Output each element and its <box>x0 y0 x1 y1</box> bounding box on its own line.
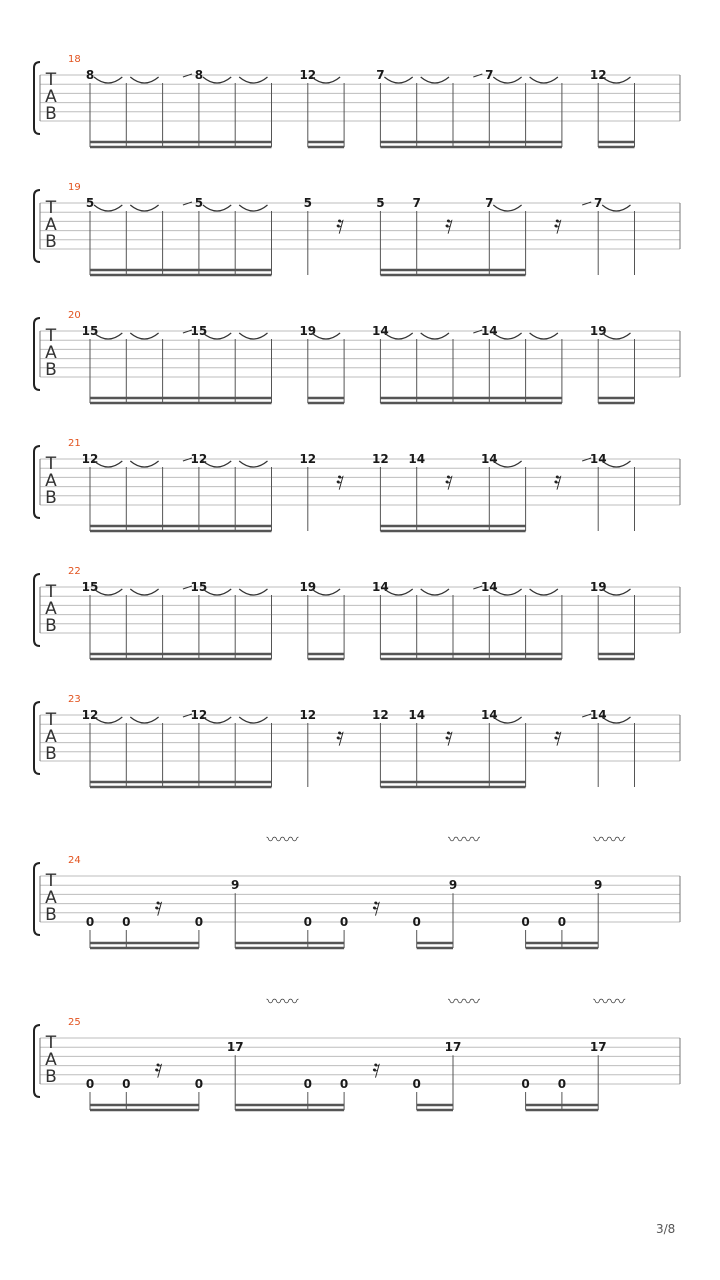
tab-clef-letter: B <box>45 1067 57 1087</box>
tie-arc <box>421 333 449 339</box>
measure-number: 23 <box>68 694 81 705</box>
vibrato-mark: 〰〰 <box>266 992 299 1011</box>
fret-number: 8 <box>194 68 204 82</box>
measure-number: 18 <box>68 54 81 65</box>
tie-arc <box>493 205 521 211</box>
fret-number: 19 <box>299 580 317 594</box>
measure-number: 21 <box>68 438 81 449</box>
tie-arc <box>530 333 558 339</box>
fret-number: 5 <box>194 196 204 210</box>
fret-number: 9 <box>594 878 603 893</box>
measure-number: 22 <box>68 566 81 577</box>
tie-arc <box>384 77 412 83</box>
rest-sixteenth: 𝄿 <box>336 466 345 496</box>
fret-number: 15 <box>81 324 99 338</box>
fret-number: 0 <box>85 1077 95 1091</box>
fret-number: 0 <box>339 1077 349 1091</box>
vibrato-mark: 〰〰 <box>593 992 626 1011</box>
tab-clef-letter: B <box>45 232 57 252</box>
measure-number: 19 <box>68 182 81 193</box>
fret-number: 17 <box>444 1040 462 1055</box>
rest-sixteenth: 𝄿 <box>154 1054 163 1085</box>
tab-clef-letter: A <box>45 1050 57 1070</box>
fret-number: 5 <box>85 196 95 210</box>
tab-clef-letter: T <box>45 710 57 730</box>
measure-number: 25 <box>68 1017 81 1028</box>
fret-number: 14 <box>480 324 498 338</box>
rest-sixteenth: 𝄿 <box>372 1054 381 1085</box>
fret-number: 12 <box>299 708 317 722</box>
tie-arc <box>203 77 231 83</box>
fret-number: 17 <box>589 1040 607 1055</box>
rest-sixteenth: 𝄿 <box>553 466 562 496</box>
tie-arc <box>421 77 449 83</box>
fret-number: 19 <box>299 324 317 338</box>
fret-number: 8 <box>85 68 95 82</box>
tie-arc <box>130 461 158 467</box>
fret-number: 7 <box>412 196 421 210</box>
tie-arc <box>421 589 449 595</box>
fret-number: 9 <box>448 878 458 893</box>
tab-clef-letter: B <box>45 104 57 124</box>
fret-number: 14 <box>480 452 498 466</box>
tie-arc <box>239 589 267 595</box>
tab-clef-letter: T <box>45 198 57 218</box>
rest-sixteenth: 𝄿 <box>445 722 453 752</box>
system-20 <box>34 310 680 403</box>
system-bracket <box>34 446 40 518</box>
tie-arc <box>239 461 267 467</box>
system-21 <box>34 438 680 531</box>
fret-number: 0 <box>194 1077 204 1091</box>
tab-clef-letter: A <box>45 727 57 747</box>
vibrato-mark: 〰〰 <box>266 830 299 849</box>
tie-arc <box>130 77 158 83</box>
fret-number: 15 <box>190 324 208 338</box>
fret-number: 12 <box>299 452 317 466</box>
tab-clef-letter: T <box>45 454 57 474</box>
tab-clef-letter: B <box>45 616 57 636</box>
fret-number: 0 <box>412 915 421 929</box>
rest-sixteenth: 𝄿 <box>154 892 163 923</box>
fret-number: 19 <box>589 324 607 338</box>
fret-number: 12 <box>372 452 389 466</box>
tie-arc <box>130 589 158 595</box>
fret-number: 15 <box>190 580 208 594</box>
fret-number: 14 <box>408 452 426 466</box>
tab-clef-letter: A <box>45 87 57 107</box>
system-bracket <box>34 190 40 262</box>
system-bracket <box>34 574 40 646</box>
tie-arc <box>602 205 630 211</box>
page-number: 3/8 <box>656 1222 676 1236</box>
tab-clef-letter: T <box>45 871 57 891</box>
system-bracket <box>34 1025 40 1097</box>
fret-number: 12 <box>190 708 208 722</box>
rest-sixteenth: 𝄿 <box>553 722 562 752</box>
vibrato-mark: 〰〰 <box>593 830 626 849</box>
vibrato-mark: 〰〰 <box>448 830 481 849</box>
tie-arc <box>530 589 558 595</box>
system-18 <box>34 54 680 147</box>
rest-sixteenth: 𝄿 <box>372 892 381 923</box>
tab-clef-letter: T <box>45 1033 57 1053</box>
system-bracket <box>34 318 40 390</box>
fret-number: 12 <box>372 708 389 722</box>
tie-arc <box>493 77 521 83</box>
fret-number: 12 <box>81 452 99 466</box>
fret-number: 14 <box>480 708 498 722</box>
fret-number: 7 <box>485 196 494 210</box>
fret-number: 9 <box>231 878 240 893</box>
fret-number: 0 <box>557 915 567 929</box>
fret-number: 0 <box>303 915 312 929</box>
tab-clef-letter: A <box>45 215 57 235</box>
system-24 <box>34 830 680 948</box>
fret-number: 14 <box>480 580 498 594</box>
fret-number: 14 <box>372 580 389 594</box>
fret-number: 0 <box>521 915 530 929</box>
fret-number: 0 <box>85 915 95 929</box>
fret-number: 12 <box>190 452 208 466</box>
fret-number: 19 <box>589 580 607 594</box>
fret-number: 0 <box>303 1077 312 1091</box>
fret-number: 12 <box>81 708 99 722</box>
tab-clef-letter: A <box>45 343 57 363</box>
fret-number: 15 <box>81 580 99 594</box>
rest-sixteenth: 𝄿 <box>336 210 345 240</box>
tie-arc <box>130 717 158 723</box>
rest-sixteenth: 𝄿 <box>445 210 453 240</box>
fret-number: 7 <box>376 68 385 82</box>
system-bracket <box>34 702 40 774</box>
system-23 <box>34 694 680 787</box>
fret-number: 0 <box>122 1077 131 1091</box>
fret-number: 0 <box>122 915 131 929</box>
fret-number: 14 <box>408 708 426 722</box>
fret-number: 5 <box>303 196 312 210</box>
tie-arc <box>130 205 158 211</box>
fret-number: 0 <box>521 1077 530 1091</box>
fret-number: 7 <box>594 196 603 210</box>
tie-arc <box>130 333 158 339</box>
system-19 <box>34 182 680 275</box>
rest-sixteenth: 𝄿 <box>336 722 345 752</box>
tie-arc <box>239 333 267 339</box>
system-22 <box>34 566 680 659</box>
fret-number: 14 <box>589 708 607 722</box>
tie-arc <box>530 77 558 83</box>
tie-arc <box>239 205 267 211</box>
fret-number: 0 <box>194 915 204 929</box>
tab-clef-letter: A <box>45 471 57 491</box>
measure-number: 20 <box>68 310 81 321</box>
tab-clef-letter: B <box>45 360 57 380</box>
system-bracket <box>34 863 40 935</box>
tab-clef-letter: B <box>45 488 57 508</box>
fret-number: 14 <box>589 452 607 466</box>
fret-number: 5 <box>376 196 385 210</box>
tie-arc <box>203 205 231 211</box>
measure-number: 24 <box>68 855 81 866</box>
fret-number: 0 <box>557 1077 567 1091</box>
tab-clef-letter: T <box>45 582 57 602</box>
tie-arc <box>239 717 267 723</box>
fret-number: 0 <box>339 915 349 929</box>
tie-arc <box>94 77 122 83</box>
vibrato-mark: 〰〰 <box>448 992 481 1011</box>
system-25 <box>34 992 680 1110</box>
tab-clef-letter: T <box>45 326 57 346</box>
fret-number: 12 <box>589 68 607 82</box>
fret-number: 12 <box>299 68 317 82</box>
tab-clef-letter: A <box>45 599 57 619</box>
fret-number: 7 <box>485 68 494 82</box>
tab-clef-letter: T <box>45 70 57 90</box>
tab-clef-letter: B <box>45 744 57 764</box>
tie-arc <box>239 77 267 83</box>
tie-arc <box>94 205 122 211</box>
rest-sixteenth: 𝄿 <box>553 210 562 240</box>
fret-number: 0 <box>412 1077 421 1091</box>
fret-number: 14 <box>372 324 389 338</box>
rest-sixteenth: 𝄿 <box>445 466 453 496</box>
system-bracket <box>34 62 40 134</box>
fret-number: 17 <box>226 1040 244 1055</box>
tab-clef-letter: B <box>45 905 57 925</box>
tab-clef-letter: A <box>45 888 57 908</box>
